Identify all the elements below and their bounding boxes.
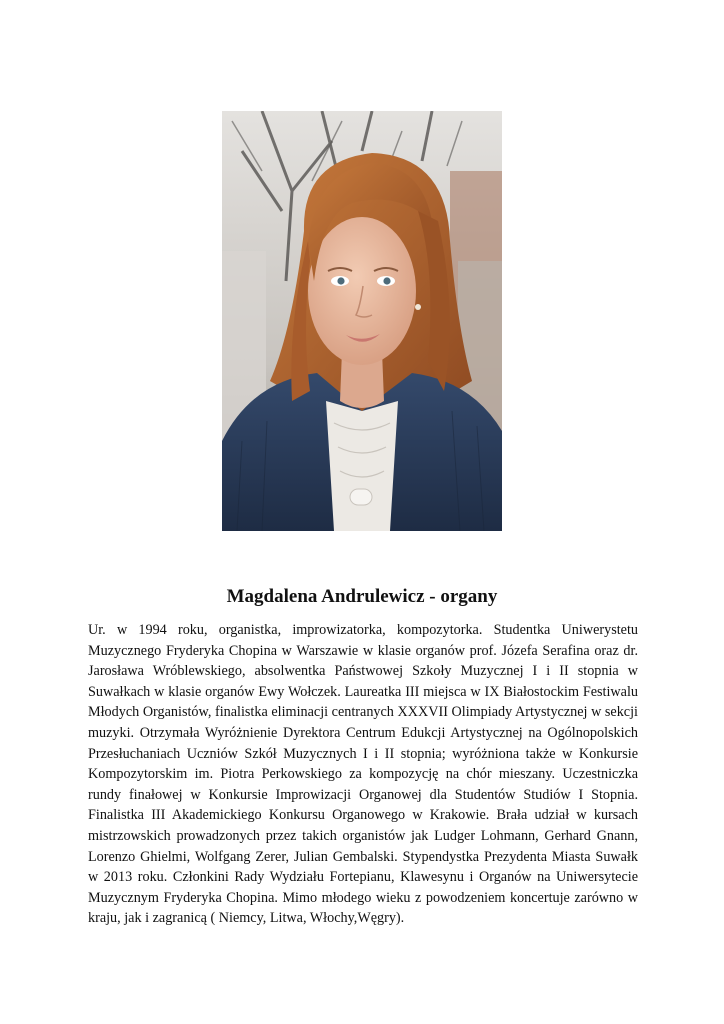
biography-paragraph: Ur. w 1994 roku, organistka, improwizatorka, kompozytorka. Studentka Uniwerystetu Muzycznego Fryderyka Chopina w Warszawie w klasie organów prof. Józefa Serafina oraz dr. Jarosława Wróblewskiego, absolwentka Państwowej Szkoły Muzycznej I i II stopnia w Suwałkach w klasie organów Ewy Wołczek. Laureatka III miejsca w IX Białostockim Festiwalu Młodych Organistów, finalistka eliminacji centranych XXXVII Olimpiady Artystycznej w sekcji muzyki. Otrzymała Wyróżnienie Dyrektora Centrum Edukcji Artystycznej na Ogólnopolskich Przesłuchaniach Uczniów Szkół Muzycznych I i II stopnia; wyróżniona także w Konkursie Kompozytorskim im. Piotra Perkowskiego za kompozycję na chór mieszany. Uczestniczka rundy finałowej w Konkursie Improwizacji Organowej dla Studentów Studiów I Stopnia. Finalistka III Akademickiego Konkursu Organowego w Krakowie. Brała udział w kursach mistrzowskich prowadzonych przez takich organistów jak Ludger Lohmann, Gerhard Gnann, Lorenzo Ghielmi, Wolfgang Zerer, Julian Gembalski. Stypendystka Prezydenta Miasta Suwałk w 2013 roku. Członkini Rady Wydziału Fortepianu, Klawesynu i Organów na Uniwersytecie Muzycznym Fryderyka Chopina. Mimo młodego wieku z powodzeniem koncertuje zarówno w kraju, jak i zagranicą ( Niemcy, Litwa, Włochy,Węgry).: [88, 622, 638, 927]
page-title: Magdalena Andrulewicz - organy: [226, 586, 498, 607]
portrait-illustration: [222, 111, 502, 531]
portrait-photo: [222, 111, 502, 531]
